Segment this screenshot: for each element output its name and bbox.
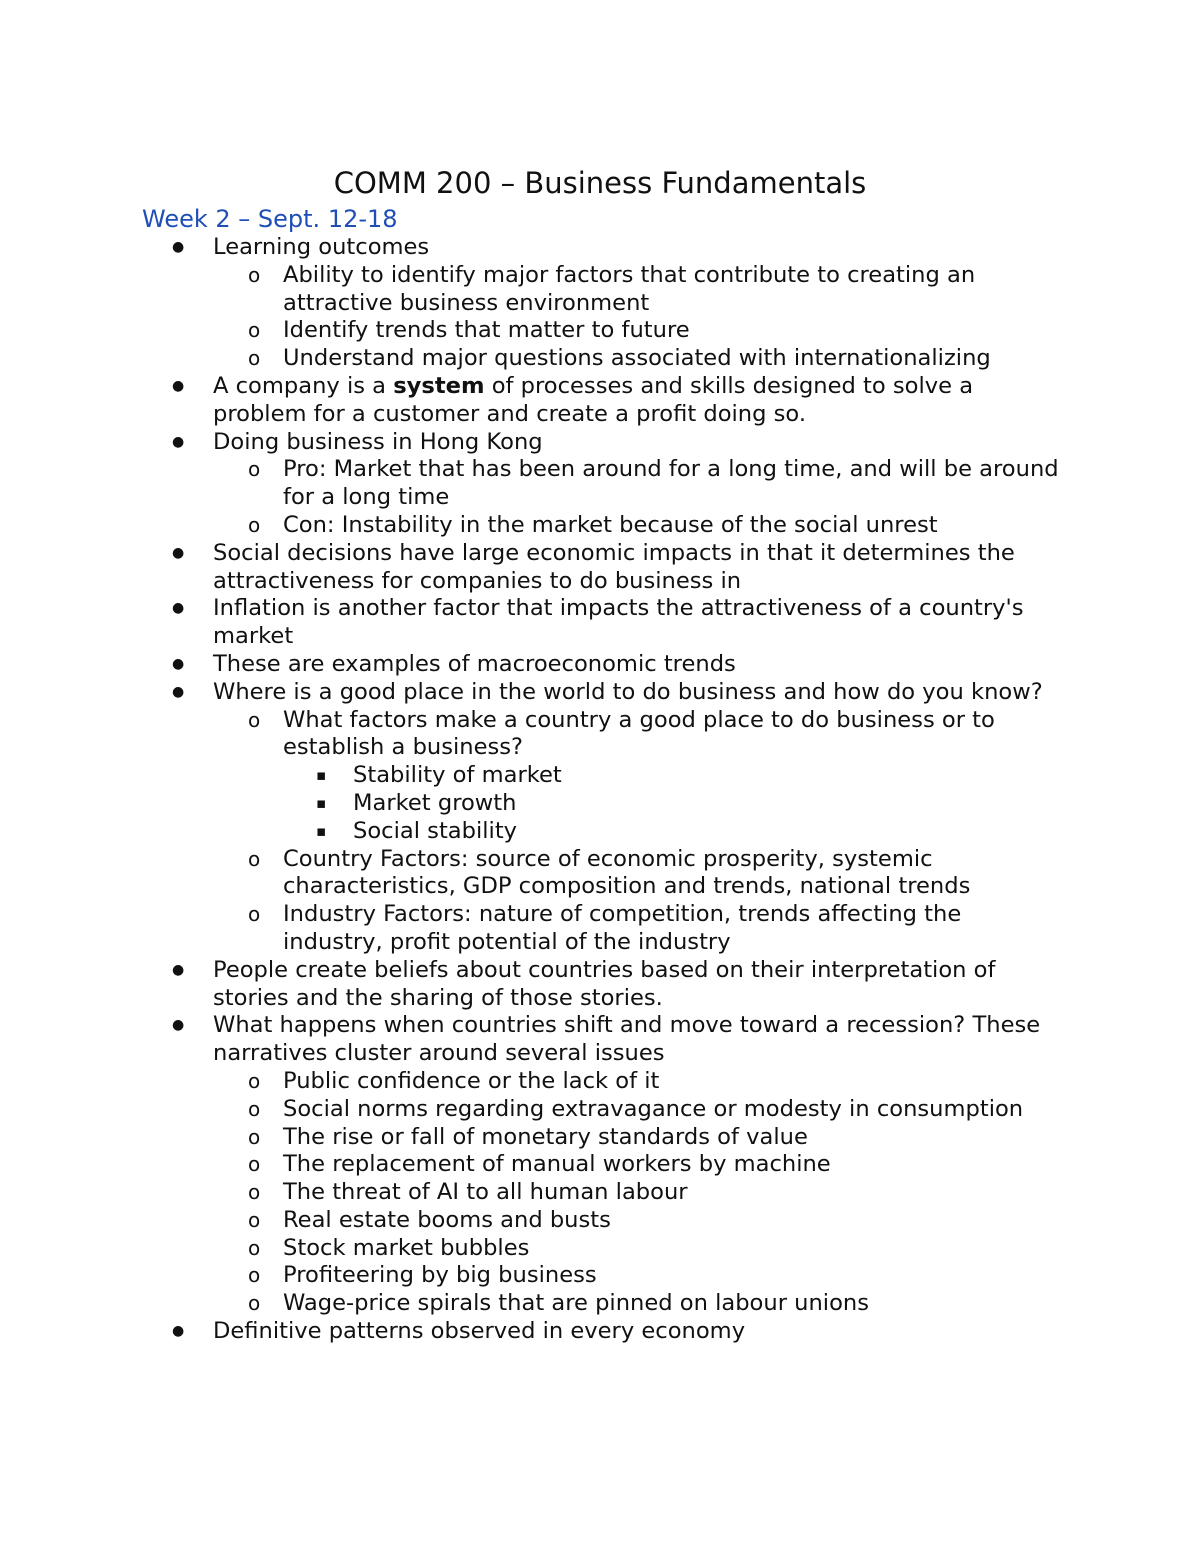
circle-bullet-icon: o bbox=[248, 1152, 261, 1177]
list-item-text: Ability to identify major factors that contribute to creating an attractive business environment bbox=[283, 261, 976, 316]
list-item-text: Doing business in Hong Kong bbox=[213, 428, 543, 455]
list-item-text: Definitive patterns observed in every economy bbox=[213, 1318, 746, 1345]
circle-bullet-icon: o bbox=[248, 1124, 261, 1149]
list-item-text bbox=[213, 373, 973, 427]
circle-bullet-icon: o bbox=[248, 318, 261, 343]
circle-bullet-icon: o bbox=[248, 512, 261, 537]
notes-list bbox=[0, 234, 1200, 1346]
circle-bullet-icon: o bbox=[248, 1291, 261, 1316]
list-item-text: Public confidence or the lack of it bbox=[283, 1067, 660, 1094]
list-item-text: Stability of market bbox=[353, 762, 562, 789]
bold-term: system bbox=[393, 372, 485, 399]
circle-bullet-icon: o bbox=[248, 1096, 261, 1121]
list-item-text: What happens when countries shift and move toward a recession? These narratives cluster around several issues bbox=[213, 1012, 1041, 1067]
list-item-level-2 bbox=[0, 1262, 1200, 1290]
list-item-level-2 bbox=[0, 1068, 1200, 1096]
list-item-level-2 bbox=[0, 1235, 1200, 1263]
list-item-text: What factors make a country a good place to do business or to establish a business? bbox=[283, 706, 995, 761]
list-item-text: The replacement of manual workers by machine bbox=[283, 1151, 831, 1178]
list-item-level-2 bbox=[0, 1179, 1200, 1207]
list-item-text: Understand major questions associated with internationalizing bbox=[283, 345, 991, 372]
bullet-icon: ● bbox=[172, 377, 185, 394]
circle-bullet-icon: o bbox=[248, 1263, 261, 1288]
list-item-level-2 bbox=[0, 901, 1200, 957]
list-item-level-2 bbox=[0, 317, 1200, 345]
list-item-text: Country Factors: source of economic prosperity, systemic characteristics, GDP composition and trends, national trends bbox=[283, 845, 971, 900]
list-item-text-start: A company is a bbox=[213, 372, 394, 399]
list-item-level-1 bbox=[0, 651, 1200, 679]
list-item-text: Where is a good place in the world to do business and how do you know? bbox=[213, 678, 1043, 705]
bullet-icon: ● bbox=[172, 655, 185, 672]
list-item-level-2 bbox=[0, 1290, 1200, 1318]
list-item-level-2 bbox=[0, 1151, 1200, 1179]
list-item-level-2 bbox=[0, 262, 1200, 318]
circle-bullet-icon: o bbox=[248, 1207, 261, 1232]
bullet-icon: ● bbox=[172, 544, 185, 561]
list-item-level-2 bbox=[0, 1124, 1200, 1152]
list-item-level-1 bbox=[0, 957, 1200, 1013]
bullet-icon: ● bbox=[172, 239, 185, 255]
circle-bullet-icon: o bbox=[248, 346, 261, 371]
list-item-level-3 bbox=[0, 762, 1200, 790]
list-item-level-2 bbox=[0, 707, 1200, 763]
document-title: COMM 200 – Business Fundamentals bbox=[333, 166, 867, 200]
list-item-level-2 bbox=[0, 1207, 1200, 1235]
circle-bullet-icon: o bbox=[248, 457, 261, 482]
list-item-text: Social decisions have large economic impacts in that it determines the attractiveness for companies to do business in bbox=[213, 539, 1015, 594]
bullet-icon: ● bbox=[172, 961, 185, 978]
list-item-text: Inflation is another factor that impacts the attractiveness of a country's market bbox=[213, 595, 1024, 650]
list-item-text: Profiteering by big business bbox=[283, 1262, 597, 1289]
circle-bullet-icon: o bbox=[248, 707, 261, 732]
list-item-level-2 bbox=[0, 1096, 1200, 1124]
list-item-level-1 bbox=[0, 595, 1200, 651]
bullet-icon: ● bbox=[172, 600, 185, 617]
list-item-level-1 bbox=[0, 1318, 1200, 1346]
list-item-text: Learning outcomes bbox=[213, 234, 430, 260]
list-item-text: Identify trends that matter to future bbox=[283, 317, 690, 344]
list-item-level-1 bbox=[0, 429, 1200, 457]
list-item-level-2 bbox=[0, 345, 1200, 373]
section-heading: Week 2 – Sept. 12-18 bbox=[142, 205, 398, 233]
list-item-text: People create beliefs about countries based on their interpretation of stories and the sharing of those stories. bbox=[213, 956, 996, 1011]
circle-bullet-icon: o bbox=[248, 1235, 261, 1260]
list-item-level-2 bbox=[0, 512, 1200, 540]
bullet-icon: ● bbox=[172, 433, 185, 450]
list-item-level-1 bbox=[0, 679, 1200, 707]
square-bullet-icon: ▪ bbox=[316, 793, 327, 812]
list-item-level-2 bbox=[0, 846, 1200, 902]
bullet-icon: ● bbox=[172, 683, 185, 700]
square-bullet-icon: ▪ bbox=[316, 766, 327, 785]
list-item-text: Wage-price spirals that are pinned on labour unions bbox=[283, 1290, 870, 1317]
list-item-level-2 bbox=[0, 456, 1200, 512]
list-item-text: Pro: Market that has been around for a long time, and will be around for a long time bbox=[283, 456, 1059, 511]
list-item-level-1 bbox=[0, 540, 1200, 596]
list-item-text: The rise or fall of monetary standards of value bbox=[283, 1123, 808, 1150]
list-item-text: Social norms regarding extravagance or modesty in consumption bbox=[283, 1095, 1024, 1122]
list-item-text: Industry Factors: nature of competition, trends affecting the industry, profit potential of the industry bbox=[283, 901, 962, 955]
circle-bullet-icon: o bbox=[248, 846, 261, 871]
circle-bullet-icon: o bbox=[248, 1068, 261, 1093]
list-item-text: Stock market bubbles bbox=[283, 1234, 530, 1261]
list-item-level-3 bbox=[0, 790, 1200, 818]
list-item-level-1 bbox=[0, 234, 1200, 262]
bullet-icon: ● bbox=[172, 1017, 185, 1034]
circle-bullet-icon: o bbox=[248, 262, 261, 287]
list-item-text: Real estate booms and busts bbox=[283, 1206, 611, 1233]
list-item-text: Market growth bbox=[353, 789, 517, 816]
list-item-text: These are examples of macroeconomic trends bbox=[213, 650, 736, 677]
list-item-level-1 bbox=[0, 373, 1200, 429]
list-item-level-1 bbox=[0, 1012, 1200, 1068]
circle-bullet-icon: o bbox=[248, 902, 261, 927]
list-item-text: Social stability bbox=[353, 817, 518, 844]
circle-bullet-icon: o bbox=[248, 1180, 261, 1205]
list-item-text: Con: Instability in the market because of the social unrest bbox=[283, 511, 938, 538]
list-item-text-end: of processes and skills designed to solve a problem for a customer and create a profit doing so. bbox=[213, 372, 974, 427]
bullet-icon: ● bbox=[172, 1323, 185, 1340]
list-item-text: The threat of AI to all human labour bbox=[283, 1179, 688, 1206]
square-bullet-icon: ▪ bbox=[316, 821, 327, 840]
list-item-level-3 bbox=[0, 818, 1200, 846]
